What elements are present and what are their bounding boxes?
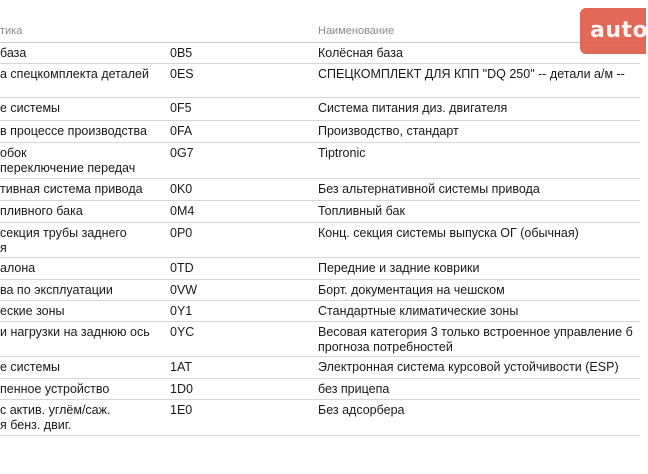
table-row [0, 121, 640, 143]
table-row [0, 357, 640, 379]
row-characteristic: в процессе производства [0, 124, 147, 138]
row-name: Борт. документация на чешском [318, 283, 505, 297]
table-row [0, 201, 640, 223]
row-characteristic: пливного бака [0, 204, 83, 218]
row-characteristic: е системы [0, 360, 61, 374]
table-row [0, 223, 640, 258]
row-code: 0Y1 [170, 304, 193, 318]
row-name: Топливный бак [318, 204, 405, 218]
row-code: 0G7 [170, 146, 194, 160]
table-row [0, 322, 640, 357]
table-row [0, 179, 640, 201]
row-characteristic: е системы [0, 101, 61, 115]
row-name: Tiptronic [318, 146, 366, 160]
table-row [0, 143, 640, 179]
row-name: Без альтернативной системы привода [318, 182, 540, 196]
row-characteristic: а спецкомплекта деталей [0, 67, 149, 81]
row-code: 0K0 [170, 182, 193, 196]
table-row [0, 400, 640, 436]
row-code: 0P0 [170, 226, 193, 240]
table-row [0, 64, 640, 98]
table-header [0, 22, 640, 43]
row-code: 0F5 [170, 101, 192, 115]
row-characteristic: пенное устройство [0, 382, 110, 396]
watermark-logo-text: auto [590, 18, 648, 43]
row-code: 0FA [170, 124, 193, 138]
row-name: Передние и задние коврики [318, 261, 480, 275]
table-row [0, 258, 640, 280]
row-characteristic: секция трубы заднего я [0, 226, 127, 255]
row-name: Производство, стандарт [318, 124, 459, 138]
row-name: Конц. секция системы выпуска ОГ (обычная) [318, 226, 579, 240]
row-characteristic: алона [0, 261, 36, 275]
row-name: СПЕЦКОМПЛЕКТ ДЛЯ КПП "DQ 250" -- детали а/м -- [318, 67, 625, 81]
row-code: 0YC [170, 325, 195, 339]
table-row [0, 379, 640, 400]
row-code: 1AT [170, 360, 192, 374]
table-row [0, 98, 640, 121]
row-code: 1E0 [170, 403, 193, 417]
row-code: 1D0 [170, 382, 193, 396]
row-name: Система питания диз. двигателя [318, 101, 508, 115]
row-code: 0ES [170, 67, 194, 81]
row-name: Колёсная база [318, 46, 403, 60]
row-characteristic: тивная система привода [0, 182, 143, 196]
row-characteristic: и нагрузки на заднюю ось [0, 325, 150, 339]
watermark-logo [580, 8, 646, 54]
row-characteristic: обок переключение передач [0, 146, 136, 175]
header-characteristic: тика [0, 25, 23, 37]
row-characteristic: ва по эксплуатации [0, 283, 113, 297]
row-characteristic: еские зоны [0, 304, 65, 318]
row-code: 0VW [170, 283, 198, 297]
row-name: Без адсорбера [318, 403, 405, 417]
row-name: без прицепа [318, 382, 390, 396]
row-name: Стандартные климатические зоны [318, 304, 519, 318]
row-characteristic: с актив. углём/саж. я бенз. двиг. [0, 403, 111, 432]
row-name: Электронная система курсовой устойчивости (ESP) [318, 360, 619, 374]
table-row [0, 301, 640, 322]
table-row [0, 43, 640, 64]
row-code: 0B5 [170, 46, 193, 60]
row-characteristic: база [0, 46, 27, 60]
header-name: Наименование [318, 25, 395, 37]
table-row [0, 280, 640, 301]
row-code: 0M4 [170, 204, 195, 218]
table-body [0, 43, 640, 436]
row-name: Весовая категория 3 только встроенное управление б прогноза потребностей [318, 325, 633, 354]
row-code: 0TD [170, 261, 194, 275]
